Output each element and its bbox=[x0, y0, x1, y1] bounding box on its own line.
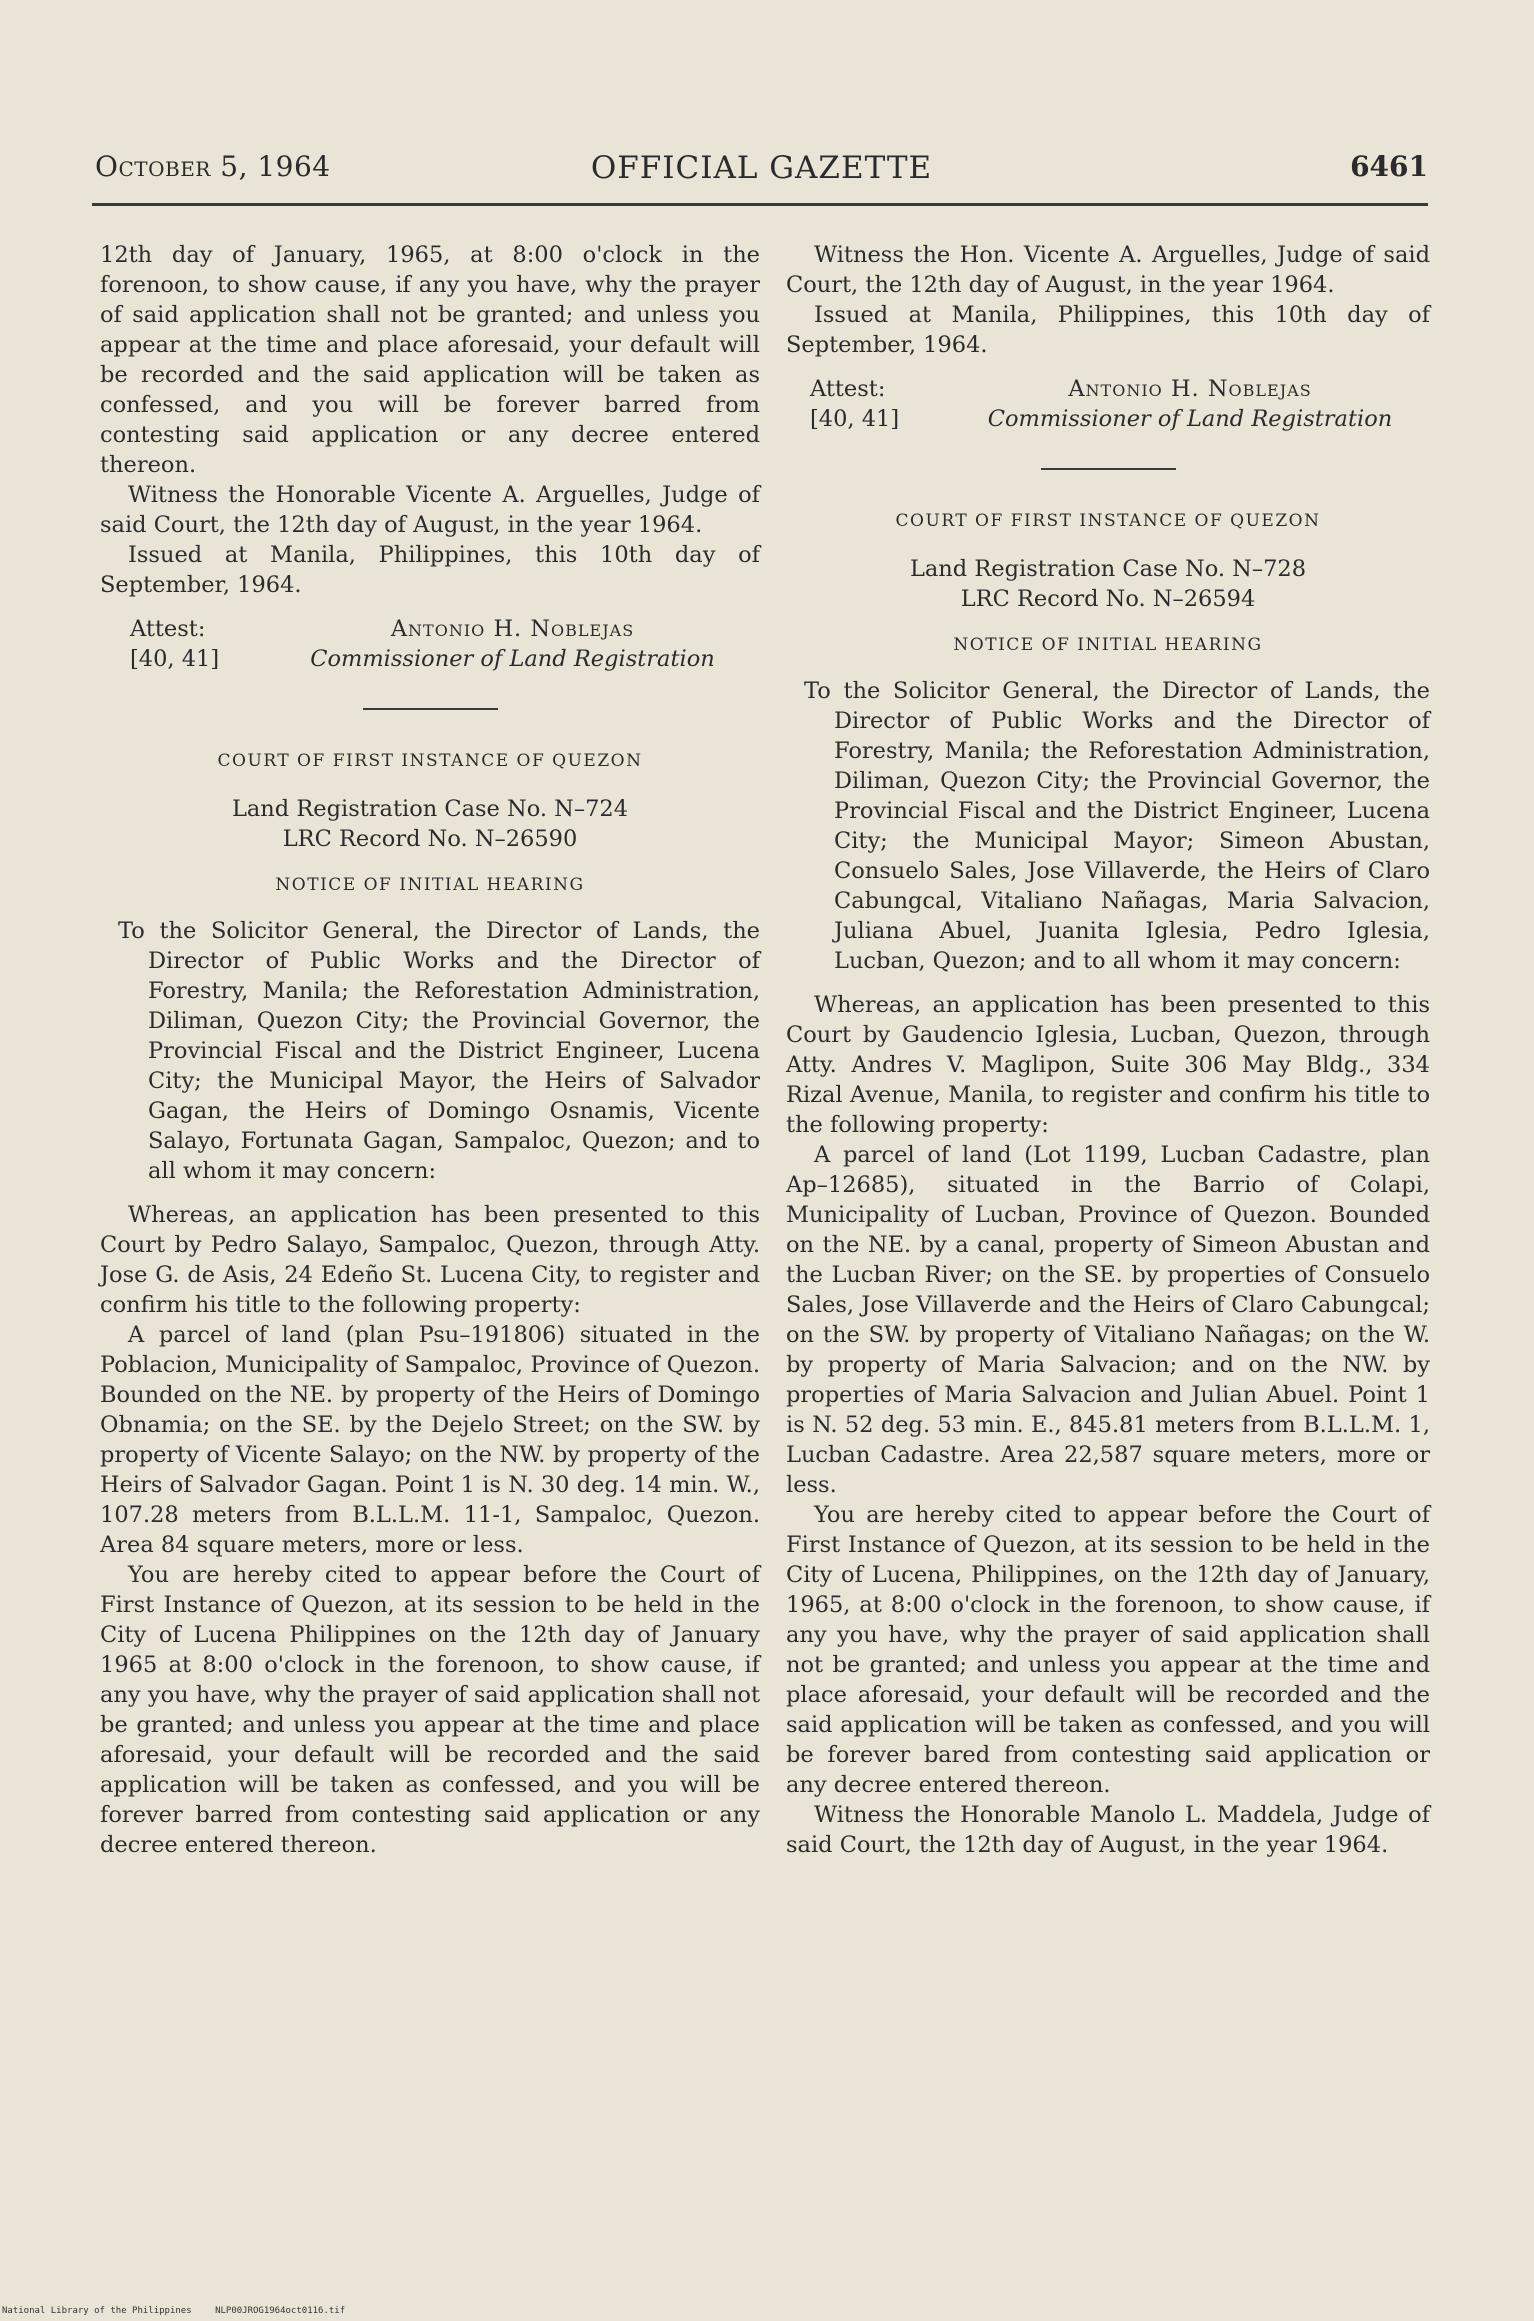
whereas-paragraph: Whereas, an application has been presented to this Court by Pedro Salayo, Sampaloc, Quezon, through Atty. Jose G. de Asis, 24 Edeño St. Lucena City, to register and confirm his title to the following property: bbox=[100, 1202, 760, 1318]
notice-heading: NOTICE OF INITIAL HEARING bbox=[275, 875, 585, 895]
court-heading: COURT OF FIRST INSTANCE OF QUEZON bbox=[217, 751, 643, 771]
parcel-paragraph: A parcel of land (plan Psu–191806) situated in the Poblacion, Municipality of Sampaloc, Province of Quezon. Bounded on the NE. by property of the Heirs of Domingo Obnamia; on the SE. by the Dejelo Street; on the SW. by property of Vicente Salayo; on the NW. by property of the Heirs of Salvador Gagan. Point 1 is N. 30 deg. 14 min. W., 107.28 meters from B.L.L.M. 11-1, Sampaloc, Quezon. Area 84 square meters, more or less. bbox=[100, 1322, 760, 1558]
attest-ref: [40, 41] bbox=[130, 646, 220, 672]
issued-paragraph: Issued at Manila, Philippines, this 10th day of September, 1964. bbox=[100, 542, 760, 598]
header-rule bbox=[92, 203, 1428, 206]
whereas-paragraph: Whereas, an application has been presented to this Court by Gaudencio Iglesia, Lucban, Quezon, through Atty. Andres V. Maglipon, Suite 306 May Bldg., 334 Rizal Avenue, Manila, to register and confirm his title to the following property: bbox=[786, 992, 1430, 1138]
attest-ref: [40, 41] bbox=[810, 406, 900, 432]
addressees-paragraph: To the Solicitor General, the Director of Lands, the Director of Public Works and the Director of Forestry, Manila; the Reforestation Administration, Diliman, Quezon City; the Provincial Governor, the Provincial Fiscal and the District Engineer, Lucena City; the Municipal Mayor; Simeon Abustan, Consuelo Sales, Jose Villaverde, the Heirs of Claro Cabungcal, Vitaliano Nañagas, Maria Salvacion, Juliana Abuel, Juanita Iglesia, Pedro Iglesia, Lucban, Quezon; and to all whom it may concern: bbox=[804, 678, 1430, 974]
attest-block bbox=[786, 374, 1430, 434]
attest-name: Antonio H. Noblejas bbox=[390, 616, 635, 642]
continued-paragraph: 12th day of January, 1965, at 8:00 o'clock in the forenoon, to show cause, if any you have, why the prayer of said application shall not be granted; and unless you appear at the time and place aforesaid, your default will be recorded and the said application will be taken as confessed, and you will be forever barred from contesting said application or any decree entered thereon. bbox=[100, 242, 760, 478]
court-heading: COURT OF FIRST INSTANCE OF QUEZON bbox=[895, 511, 1321, 531]
attest-block bbox=[100, 614, 760, 674]
library-credit: National Library of the Philippines bbox=[2, 2306, 192, 2316]
witness-paragraph: Witness the Hon. Vicente A. Arguelles, Judge of said Court, the 12th day of August, in the year 1964. bbox=[786, 242, 1430, 298]
scan-filename: NLP00JROG1964oct0116.tif bbox=[215, 2306, 346, 2316]
scan-footer bbox=[2, 2306, 363, 2316]
page-number: 6461 bbox=[1350, 150, 1428, 183]
case-number: Land Registration Case No. N–728 bbox=[909, 556, 1307, 582]
parcel-paragraph: A parcel of land (Lot 1199, Lucban Cadastre, plan Ap–12685), situated in the Barrio of Colapi, Municipality of Lucban, Province of Quezon. Bounded on the NE. by a canal, property of Simeon Abustan and the Lucban River; on the SE. by properties of Consuelo Sales, Jose Villaverde and the Heirs of Claro Cabungcal; on the SW. by property of Vitaliano Nañagas; on the W. by property of Maria Salvacion; and on the NW. by properties of Maria Salvacion and Julian Abuel. Point 1 is N. 52 deg. 53 min. E., 845.81 meters from B.L.L.M. 1, Lucban Cadastre. Area 22,587 square meters, more or less. bbox=[786, 1142, 1430, 1498]
lrc-record: LRC Record No. N–26594 bbox=[960, 586, 1256, 612]
section-divider bbox=[363, 708, 498, 710]
right-column bbox=[786, 240, 1430, 1860]
lrc-record: LRC Record No. N–26590 bbox=[282, 826, 578, 852]
attest-name: Antonio H. Noblejas bbox=[1068, 376, 1312, 402]
addressees-paragraph: To the Solicitor General, the Director of Lands, the Director of Public Works and the Director of Forestry, Manila; the Reforestation Administration, Diliman, Quezon City; the Provincial Governor, the Provincial Fiscal and the District Engineer, Lucena City; the Municipal Mayor, the Heirs of Salvador Gagan, the Heirs of Domingo Osnamis, Vicente Salayo, Fortunata Gagan, Sampaloc, Quezon; and to all whom it may concern: bbox=[118, 918, 760, 1184]
attest-label: Attest: bbox=[810, 376, 886, 402]
issue-date: October 5, 1964 bbox=[95, 150, 331, 183]
witness-paragraph: Witness the Honorable Vicente A. Arguelles, Judge of said Court, the 12th day of August, in the year 1964. bbox=[100, 482, 760, 538]
issued-paragraph: Issued at Manila, Philippines, this 10th day of September, 1964. bbox=[786, 302, 1430, 358]
cited-paragraph: You are hereby cited to appear before the Court of First Instance of Quezon, at its session to be held in the City of Lucena Philippines on the 12th day of January 1965 at 8:00 o'clock in the forenoon, to show cause, if any you have, why the prayer of said application shall not be granted; and unless you appear at the time and place aforesaid, your default will be recorded and the said application will be taken as confessed, and you will be forever barred from contesting said application or any decree entered thereon. bbox=[100, 1562, 760, 1858]
attest-title: Commissioner of Land Registration bbox=[310, 646, 715, 672]
page-header bbox=[95, 150, 1428, 200]
attest-label: Attest: bbox=[130, 616, 206, 642]
left-column bbox=[100, 240, 760, 1860]
notice-heading: NOTICE OF INITIAL HEARING bbox=[953, 635, 1263, 655]
witness-paragraph-2: Witness the Honorable Manolo L. Maddela, Judge of said Court, the 12th day of August, in the year 1964. bbox=[786, 1802, 1430, 1858]
publication-title: OFFICIAL GAZETTE bbox=[590, 150, 933, 186]
section-divider bbox=[1041, 468, 1176, 470]
cited-paragraph: You are hereby cited to appear before the Court of First Instance of Quezon, at its session to be held in the City of Lucena, Philippines, on the 12th day of January, 1965, at 8:00 o'clock in the forenoon, to show cause, if any you have, why the prayer of said application shall not be granted; and unless you appear at the time and place aforesaid, your default will be recorded and the said application will be taken as confessed, and you will be forever bared from contesting said application or any decree entered thereon. bbox=[786, 1502, 1430, 1798]
attest-title: Commissioner of Land Registration bbox=[987, 406, 1393, 432]
case-number: Land Registration Case No. N–724 bbox=[231, 796, 629, 822]
